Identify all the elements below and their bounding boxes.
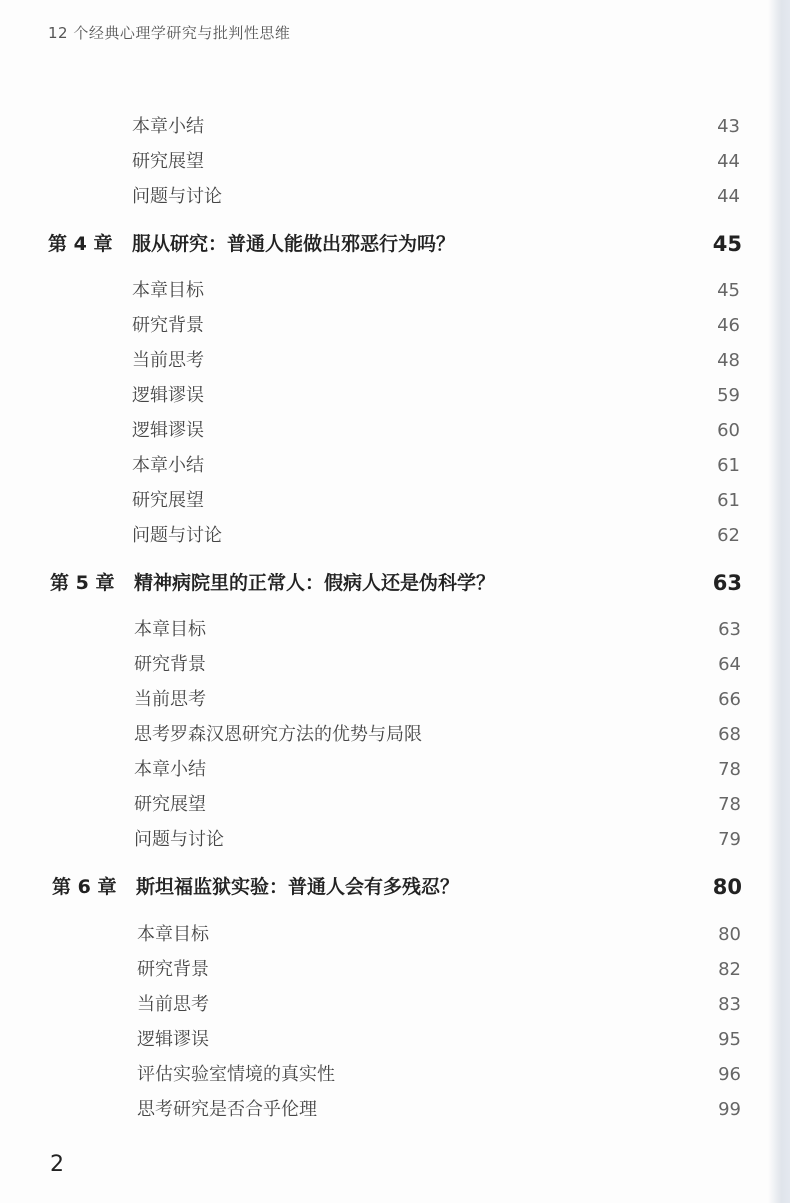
toc-entry[interactable] bbox=[134, 684, 741, 716]
toc-entry-label: 研究展望 bbox=[132, 490, 204, 511]
toc-entry[interactable] bbox=[132, 415, 740, 447]
toc-entry-label: 研究展望 bbox=[134, 794, 206, 815]
toc-entry[interactable] bbox=[137, 919, 741, 951]
toc-entry-page: 96 bbox=[718, 1064, 741, 1085]
toc-entry-label: 本章目标 bbox=[132, 280, 204, 301]
toc-entry-page: 60 bbox=[717, 420, 740, 441]
chapter-title: 服从研究：普通人能做出邪恶行为吗？ bbox=[132, 233, 456, 255]
toc-entry[interactable] bbox=[132, 310, 740, 342]
toc-entry-label: 思考研究是否合乎伦理 bbox=[137, 1099, 317, 1120]
toc-entry-page: 43 bbox=[717, 116, 740, 137]
toc-entry[interactable] bbox=[134, 649, 741, 681]
page-number: 2 bbox=[50, 1152, 64, 1177]
toc-entry-page: 82 bbox=[718, 959, 741, 980]
toc-entry-label: 研究背景 bbox=[132, 315, 204, 336]
toc-entry-page: 61 bbox=[717, 455, 740, 476]
toc-entry-page: 80 bbox=[718, 924, 741, 945]
toc-entry-label: 逻辑谬误 bbox=[132, 385, 204, 406]
toc-entry-label: 问题与讨论 bbox=[134, 829, 224, 850]
chapter-number: 第 6 章 bbox=[52, 876, 117, 898]
toc-entry-page: 95 bbox=[718, 1029, 741, 1050]
chapter-page: 45 bbox=[712, 232, 742, 256]
toc-entry-label: 研究展望 bbox=[132, 151, 204, 172]
chapter-number: 第 4 章 bbox=[48, 233, 113, 255]
toc-entry-label: 问题与讨论 bbox=[132, 186, 222, 207]
toc-entry[interactable] bbox=[134, 824, 741, 856]
chapter-number: 第 5 章 bbox=[50, 572, 115, 594]
chapter-title: 斯坦福监狱实验：普通人会有多残忍？ bbox=[136, 876, 460, 898]
chapter-heading[interactable] bbox=[50, 567, 742, 599]
toc-entry[interactable] bbox=[137, 1059, 741, 1091]
chapter-page: 80 bbox=[712, 875, 742, 899]
toc-entry-label: 思考罗森汉恩研究方法的优势与局限 bbox=[134, 724, 422, 745]
toc-entry-label: 当前思考 bbox=[134, 689, 206, 710]
toc-entry-label: 本章小结 bbox=[134, 759, 206, 780]
toc-entry[interactable] bbox=[134, 754, 741, 786]
toc-entry-page: 64 bbox=[718, 654, 741, 675]
toc-entry-label: 本章目标 bbox=[137, 924, 209, 945]
toc-entry[interactable] bbox=[134, 789, 741, 821]
toc-entry[interactable] bbox=[134, 614, 741, 646]
toc-entry-page: 44 bbox=[717, 186, 740, 207]
toc-entry-label: 逻辑谬误 bbox=[132, 420, 204, 441]
toc-entry-label: 评估实验室情境的真实性 bbox=[137, 1064, 335, 1085]
toc-entry-page: 79 bbox=[718, 829, 741, 850]
toc-entry-page: 62 bbox=[717, 525, 740, 546]
toc-entry[interactable] bbox=[137, 989, 741, 1021]
toc-entry[interactable] bbox=[137, 954, 741, 986]
toc-entry-label: 研究背景 bbox=[137, 959, 209, 980]
toc-entry[interactable] bbox=[132, 111, 740, 143]
toc-entry-page: 45 bbox=[717, 280, 740, 301]
toc-entry-page: 66 bbox=[718, 689, 741, 710]
chapter-page: 63 bbox=[712, 571, 742, 595]
toc-entry-label: 问题与讨论 bbox=[132, 525, 222, 546]
toc-entry[interactable] bbox=[132, 485, 740, 517]
toc-entry-label: 本章小结 bbox=[132, 455, 204, 476]
toc-entry[interactable] bbox=[132, 275, 740, 307]
toc-entry[interactable] bbox=[132, 146, 740, 178]
toc-entry-page: 59 bbox=[717, 385, 740, 406]
toc-entry[interactable] bbox=[134, 719, 741, 751]
toc-entry-page: 46 bbox=[717, 315, 740, 336]
chapter-title: 精神病院里的正常人：假病人还是伪科学？ bbox=[134, 572, 496, 594]
chapter-heading[interactable] bbox=[52, 871, 742, 903]
toc-entry[interactable] bbox=[132, 345, 740, 377]
toc-entry-page: 61 bbox=[717, 490, 740, 511]
toc-entry[interactable] bbox=[132, 520, 740, 552]
running-head: 12 个经典心理学研究与批判性思维 bbox=[48, 24, 291, 42]
toc-entry-page: 78 bbox=[718, 759, 741, 780]
toc-entry-page: 44 bbox=[717, 151, 740, 172]
toc-entry-label: 当前思考 bbox=[137, 994, 209, 1015]
toc-entry[interactable] bbox=[137, 1024, 741, 1056]
toc-entry[interactable] bbox=[132, 181, 740, 213]
toc-entry-page: 68 bbox=[718, 724, 741, 745]
toc-entry-label: 研究背景 bbox=[134, 654, 206, 675]
toc-entry[interactable] bbox=[132, 450, 740, 482]
toc-entry-page: 83 bbox=[718, 994, 741, 1015]
toc-entry-page: 78 bbox=[718, 794, 741, 815]
toc-entry-label: 本章目标 bbox=[134, 619, 206, 640]
toc-entry-label: 当前思考 bbox=[132, 350, 204, 371]
toc-entry-label: 本章小结 bbox=[132, 116, 204, 137]
toc-entry-page: 99 bbox=[718, 1099, 741, 1120]
toc-entry[interactable] bbox=[137, 1094, 741, 1126]
toc-entry-label: 逻辑谬误 bbox=[137, 1029, 209, 1050]
toc-entry[interactable] bbox=[132, 380, 740, 412]
toc-entry-page: 63 bbox=[718, 619, 741, 640]
toc-entry-page: 48 bbox=[717, 350, 740, 371]
chapter-heading[interactable] bbox=[48, 228, 742, 260]
